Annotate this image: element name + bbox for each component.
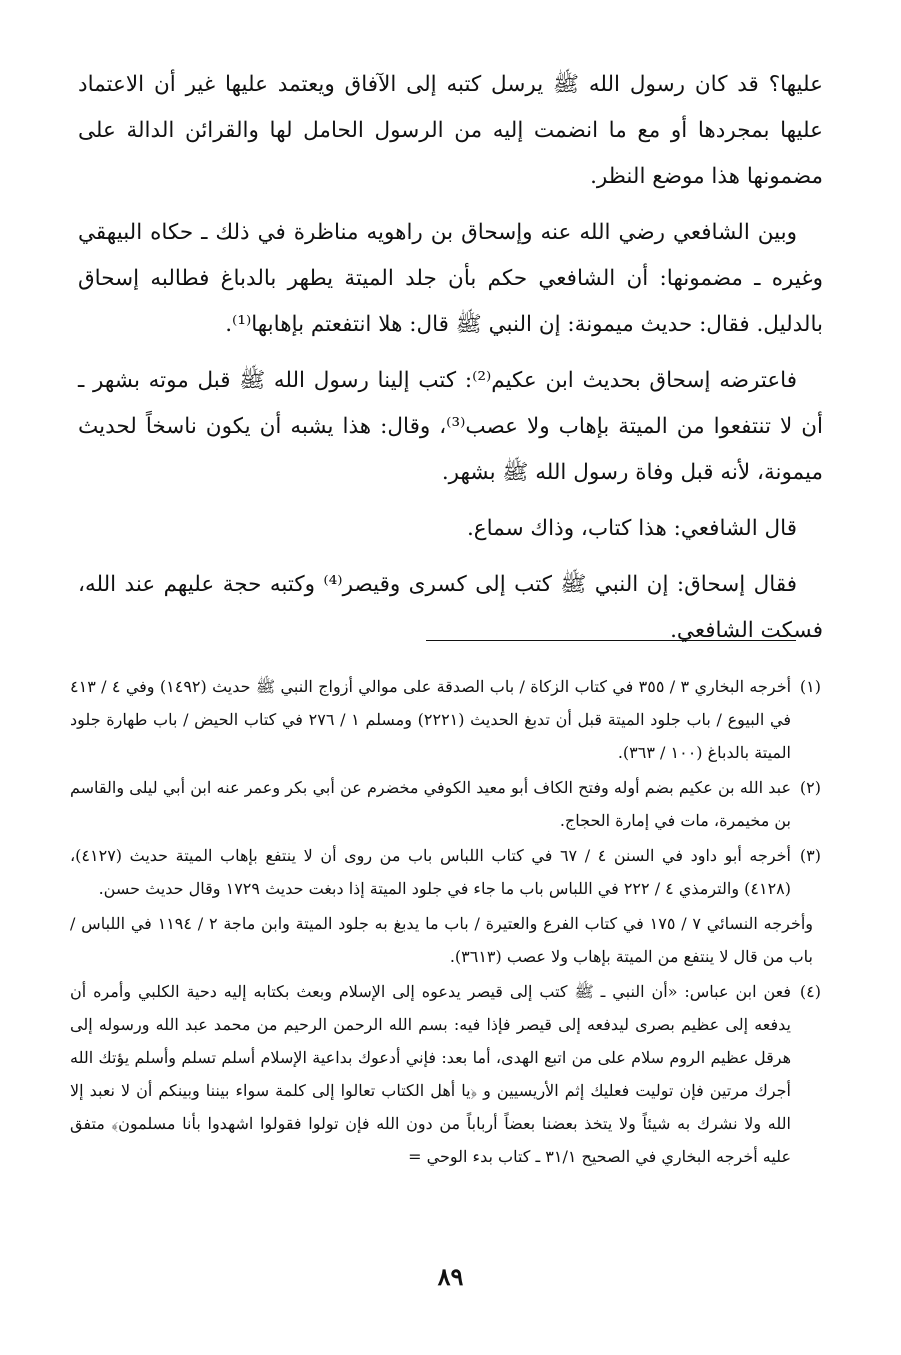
footnote-text: أخرجه البخاري ٣ / ٣٥٥ في كتاب الزكاة / باب الصدقة على موالي أزواج النبي ﷺ حديث (١٤٩٢) وفي ٤ / ٤١٣ في البيوع / باب جلود الميتة قبل أن تدبغ الحديث (٢٢٢١) ومسلم ١ / ٢٧٦ في كتاب الحيض / باب طهارة جلود الميتة بالدباغ (١٠٠ / ٣٦٣).: [70, 677, 792, 762]
paragraph-2: وبين الشافعي رضي الله عنه وإسحاق بن راهويه مناظرة في ذلك ـ حكاه البيهقي وغيره ـ مضمونها: أن الشافعي حكم بأن جلد الميتة يطهر بالدباغ فطالبه إسحاق بالدليل. فقال: حديث ميمونة: إن النبي ﷺ قال: هلا انتفعتم بإهابها⁽¹⁾.: [78, 220, 823, 337]
footnote-4: [70, 975, 821, 1173]
footnotes: [70, 670, 821, 1175]
paragraph-4: قال الشافعي: هذا كتاب، وذاك سماع.: [466, 516, 797, 541]
footnote-1: [70, 670, 821, 769]
footnote-text: عبد الله بن عكيم بضم أوله وفتح الكاف أبو معيد الكوفي مخضرم عن أبي بكر وعمر عنه ابن أبي ليلى والقاسم بن مخيمرة، مات في إمارة الحجاج.: [70, 778, 792, 830]
main-text: [78, 62, 823, 664]
footnote-number: (٢): [799, 778, 821, 797]
footnote-2: [70, 771, 821, 837]
footnote-number: (٤): [799, 982, 821, 1001]
page-number: ٨٩: [437, 1262, 464, 1291]
paragraph-3: فاعترضه إسحاق بحديث ابن عكيم⁽²⁾: كتب إلينا رسول الله ﷺ قبل موته بشهر ـ أن لا تنتفعوا من الميتة بإهاب ولا عصب⁽³⁾، وقال: هذا يشبه أن يكون ناسخاً لحديث ميمونة، لأنه قبل وفاة رسول الله ﷺ بشهر.: [78, 368, 823, 485]
paragraph-5: فقال إسحاق: إن النبي ﷺ كتب إلى كسرى وقيصر⁽⁴⁾ وكتبه حجة عليهم عند الله، فسكت الشافعي.: [78, 572, 823, 643]
footnote-text: وأخرجه النسائي ٧ / ١٧٥ في كتاب الفرع والعتيرة / باب ما يدبغ به جلود الميتة وابن ماجة ٢ / ١١٩٤ في اللباس / باب من قال لا ينتفع من الميتة بإهاب ولا عصب (٣٦١٣).: [70, 914, 814, 966]
footnote-text: فعن ابن عباس: «أن النبي ـ ﷺ كتب إلى قيصر يدعوه إلى الإسلام وبعث بكتابه إليه دحية الكلبي وأمره أن يدفعه إلى عظيم بصرى ليدفعه إلى قيصر فإذا فيه: بسم الله الرحمن الرحيم من محمد عبد الله ورسوله إلى هرقل عظيم الروم سلام على من اتبع الهدى، أما بعد: فإني أدعوك بداعية الإسلام أسلم تسلم وأسلم يؤتك الله أجرك مرتين فإن توليت فعليك إثم الأريسيين و ﴿يا أهل الكتاب تعالوا إلى كلمة سواء بيننا وبينكم أن لا نعبد إلا الله ولا نشرك به شيئاً ولا يتخذ بعضنا بعضاً أرباباً من دون الله فإن تولوا فقولوا اشهدوا بأنا مسلمون﴾ متفق عليه أخرجه البخاري في الصحيح ٣١/١ ـ كتاب بدء الوحي =: [70, 982, 792, 1166]
footnote-number: (٣): [799, 846, 821, 865]
paragraph-1: عليها؟ قد كان رسول الله ﷺ يرسل كتبه إلى الآفاق ويعتمد عليها غير أن الاعتماد عليها بمجردها أو مع ما انضمت إليه من الرسول الحامل لها والقرائن الدالة على مضمونها هذا موضع النظر.: [78, 72, 823, 189]
footnote-text: أخرجه أبو داود في السنن ٤ / ٦٧ في كتاب اللباس باب من روى أن لا ينتفع بإهاب الميتة حديث (٤١٢٧)، (٤١٢٨) والترمذي ٤ / ٢٢٢ في اللباس باب ما جاء في جلود الميتة إذا دبغت حديث ١٧٢٩ وقال حديث حسن.: [70, 846, 791, 898]
footnote-3: [70, 839, 821, 905]
footnote-separator: [426, 640, 796, 641]
footnote-number: (١): [799, 677, 821, 696]
footnote-3-continuation: [70, 907, 821, 973]
